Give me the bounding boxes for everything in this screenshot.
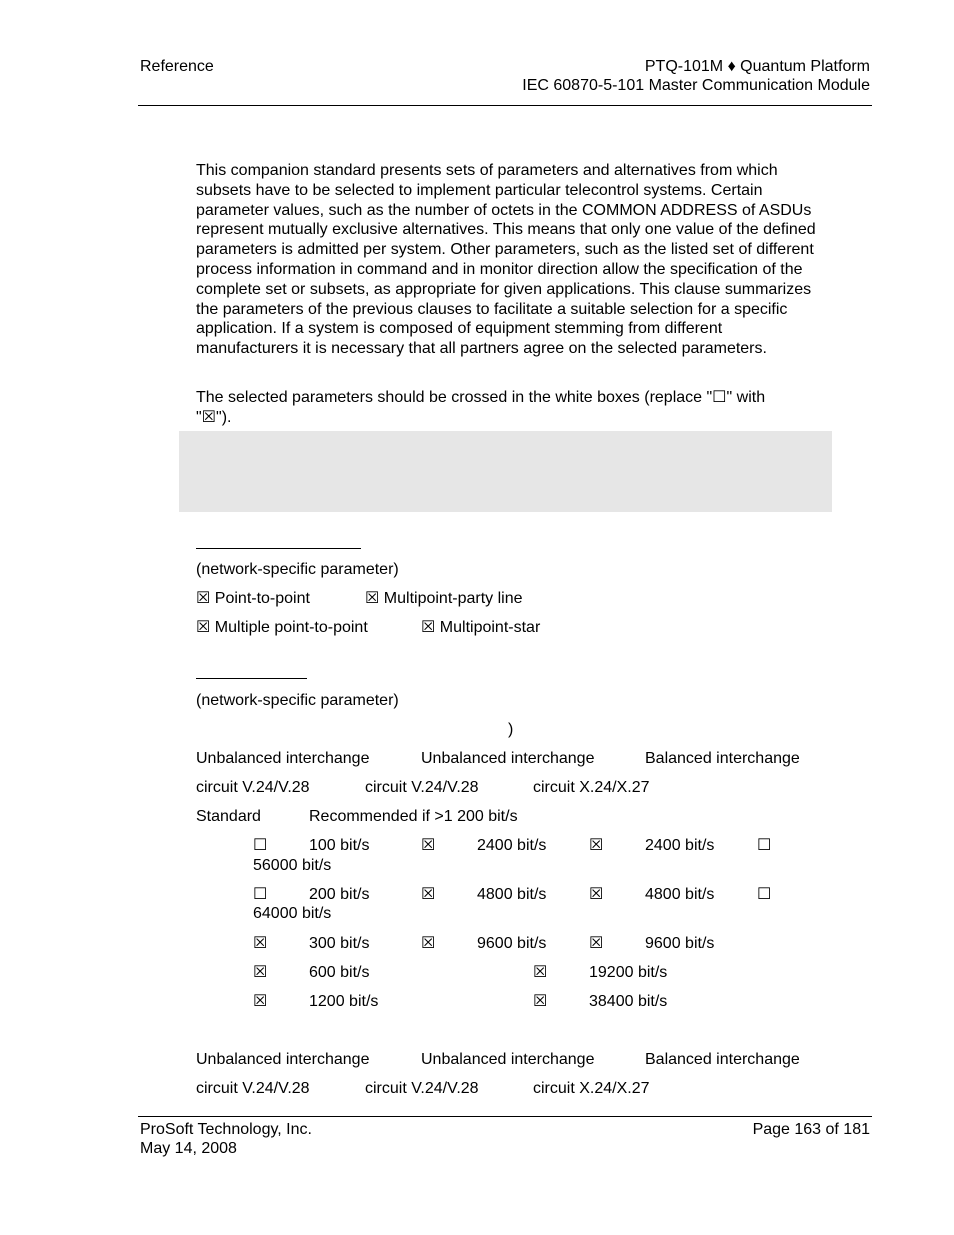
rate-checkbox: ☒ xyxy=(421,886,436,903)
rate-checkbox: ☒ xyxy=(253,935,268,952)
rate-value: 19200 bit/s xyxy=(589,964,668,981)
rate-value: 4800 bit/s xyxy=(477,886,547,903)
option-multipoint-party-line: ☒ Multipoint-party line xyxy=(365,590,523,607)
rate-value: 300 bit/s xyxy=(309,935,370,952)
rate-checkbox: ☒ xyxy=(533,993,548,1010)
rate-value: 4800 bit/s xyxy=(645,886,715,903)
column-head-1: Unbalanced interchange xyxy=(196,1051,370,1068)
rate-checkbox: ☒ xyxy=(253,993,268,1010)
network-config-note: (network-specific parameter) xyxy=(196,561,399,578)
column-sub-3: circuit X.24/X.27 xyxy=(533,1080,650,1097)
rate-checkbox: ☒ xyxy=(589,935,604,952)
rate-value: 1200 bit/s xyxy=(309,993,379,1010)
crossed-instruction-line1: The selected parameters should be crossed in the white boxes (replace "☐" with xyxy=(196,389,766,406)
column-sub-1: circuit V.24/V.28 xyxy=(196,779,310,796)
footer-date: May 14, 2008 xyxy=(140,1140,237,1157)
option-multiple-point-to-point: ☒ Multiple point-to-point xyxy=(196,619,368,636)
rate-value: 9600 bit/s xyxy=(645,935,715,952)
rate-value: 38400 bit/s xyxy=(589,993,668,1010)
column-head-3: Balanced interchange xyxy=(645,1051,800,1068)
section-heading-block xyxy=(179,431,832,512)
column-sub-2: circuit V.24/V.28 xyxy=(365,779,479,796)
rate-value: 2400 bit/s xyxy=(477,837,547,854)
rate-checkbox: ☐ xyxy=(757,837,772,854)
rate-checkbox: ☐ xyxy=(253,886,268,903)
rate-checkbox: ☒ xyxy=(589,886,604,903)
recommended-label: Recommended if >1 200 bit/s xyxy=(309,808,518,825)
footer-page-number: Page 163 of 181 xyxy=(752,1121,870,1138)
option-point-to-point: ☒ Point-to-point xyxy=(196,590,310,607)
rate-value: 600 bit/s xyxy=(309,964,370,981)
column-head-2: Unbalanced interchange xyxy=(421,1051,595,1068)
rate-value: 2400 bit/s xyxy=(645,837,715,854)
rate-checkbox: ☐ xyxy=(253,837,268,854)
closing-parenthesis: ) xyxy=(508,721,514,738)
column-head-1: Unbalanced interchange xyxy=(196,750,370,767)
physical-layer-note: (network-specific parameter) xyxy=(196,692,399,709)
column-head-3: Balanced interchange xyxy=(645,750,800,767)
rate-checkbox: ☒ xyxy=(421,837,436,854)
rate-checkbox: ☒ xyxy=(533,964,548,981)
footer-company: ProSoft Technology, Inc. xyxy=(140,1121,312,1138)
rate-value: 200 bit/s xyxy=(309,886,370,903)
header-section-label: Reference xyxy=(140,58,214,75)
rate-value: 56000 bit/s xyxy=(253,857,332,874)
crossed-instruction-line2: "☒"). xyxy=(196,409,232,426)
column-sub-1: circuit V.24/V.28 xyxy=(196,1080,310,1097)
header-product-title: PTQ-101M ♦ Quantum Platform xyxy=(644,58,870,75)
physical-layer-heading-rule xyxy=(196,678,307,679)
rate-checkbox: ☒ xyxy=(421,935,436,952)
standard-label: Standard xyxy=(196,808,261,825)
footer-rule xyxy=(138,1116,872,1117)
network-config-heading-rule xyxy=(196,548,361,549)
column-sub-2: circuit V.24/V.28 xyxy=(365,1080,479,1097)
rate-value: 9600 bit/s xyxy=(477,935,547,952)
rate-value: 100 bit/s xyxy=(309,837,370,854)
rate-checkbox: ☐ xyxy=(757,886,772,903)
header-rule xyxy=(138,105,872,106)
intro-paragraph: This companion standard presents sets of parameters and alternatives from which subsets have to be selected to implement particular telecontrol systems. Certain parameter values, such as the number of octets in the COMMON ADDRESS of ASDUs represent mutually exclusive alternatives. This means that only one value of the defined parameters is admitted per system. Other parameters, such as the listed set of different process information in command and in monitor direction allow the specification of the complete set or subsets, as appropriate for given applications. This clause summarizes the parameters of the previous clauses to facilitate a suitable selection for a specific application. If a system is composed of equipment stemming from different manufacturers it is necessary that all partners agree on the selected parameters. xyxy=(196,162,816,358)
header-module-title: IEC 60870-5-101 Master Communication Module xyxy=(522,77,870,94)
option-multipoint-star: ☒ Multipoint-star xyxy=(421,619,541,636)
rate-checkbox: ☒ xyxy=(253,964,268,981)
column-sub-3: circuit X.24/X.27 xyxy=(533,779,650,796)
rate-value: 64000 bit/s xyxy=(253,905,332,922)
rate-checkbox: ☒ xyxy=(589,837,604,854)
column-head-2: Unbalanced interchange xyxy=(421,750,595,767)
